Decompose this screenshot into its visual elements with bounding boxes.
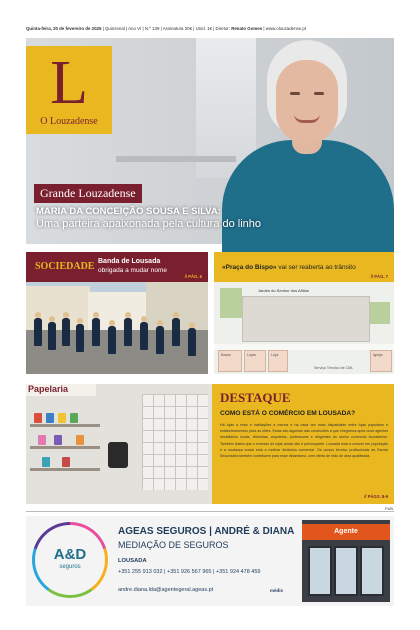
issue-info: | Quinzenal | Ano VI | N.º 139 | Assinatura 20€ | Unid. 1€ | Diretor: <box>102 26 230 31</box>
shop-item <box>62 457 70 467</box>
shop-item <box>46 413 54 423</box>
shop-shelf <box>30 424 100 427</box>
ad-phone-numbers[interactable]: +351 255 913 032 | +351 926 567 965 | +351 924 478 459 <box>118 569 261 575</box>
shop-shelf <box>30 446 100 449</box>
story-title[interactable] <box>222 264 356 271</box>
medis-logo: médis <box>270 588 284 593</box>
shop-item <box>76 435 84 445</box>
hero-background-shelf <box>116 156 236 162</box>
ad-store-photo <box>302 520 390 602</box>
ad-title: AGEAS SEGUROS | ANDRÉ & DIANA <box>118 526 295 537</box>
band-member <box>34 318 42 346</box>
shop-photo <box>26 384 212 504</box>
band-photo <box>26 282 208 374</box>
story-title-bold: «Praça do Bispo» <box>222 264 277 271</box>
band-member <box>92 318 100 346</box>
ad-subtitle: MEDIAÇÃO DE SEGUROS <box>118 540 229 550</box>
story-subtitle: obrigada a mudar nome <box>98 267 168 274</box>
praca-header[interactable] <box>214 252 394 282</box>
shop-item <box>38 435 46 445</box>
band-member <box>140 322 148 350</box>
ad-logo-subtext: seguros <box>59 564 81 570</box>
logo-letter: L <box>50 49 88 117</box>
page-reference[interactable]: // PÁG. 6 <box>184 274 202 279</box>
store-window <box>334 546 358 596</box>
hero-story[interactable] <box>26 38 394 244</box>
story-body: Há lojas a mais e habitações a menos e há cada vez mais disparidade entre lojas populares e estabelecimentos para as elites. Estas são algumas das conclusões a que chegamos após ouvir agentes imobiliários locais, vitrinistas, arquitetos, professores e dirigentes do sector comercial louzadense. Também ilustra que o excesso de lojas ainda não é preocupante. Lousada está a crescer em população e a mudança social está a motivar dinâmica comercial. Os cursos técnico profissionais da Escola Secundária também contribuem para esse dinamismo, com oferta de mão de obra qualificada. <box>220 423 388 459</box>
map-label: Serviço Técnico de CML <box>314 366 354 370</box>
shop-item <box>58 413 66 423</box>
shop-sign: Papelaria <box>26 384 96 396</box>
ad-email[interactable]: andre.diana.lda@agentegeral.ageas.pt <box>118 587 214 593</box>
story-title[interactable]: COMO ESTÁ O COMÉRCIO EM LOUSADA? <box>220 410 356 417</box>
sociedade-header[interactable] <box>26 252 208 282</box>
logo-name: O Louzadense <box>40 116 98 127</box>
hero-subheadline: Uma parteira apaixonada pela cultura do linho <box>36 218 262 230</box>
page-reference[interactable]: // PÁG. 7 <box>370 274 388 279</box>
store-window <box>308 546 332 596</box>
store-window <box>360 546 384 596</box>
story-title[interactable]: Banda de Lousada <box>98 258 161 265</box>
section-label: SOCIEDADE <box>35 261 95 272</box>
map-green-area <box>220 288 242 318</box>
map-building: Lojas <box>244 350 266 372</box>
shop-shelf <box>30 468 100 471</box>
map-green-area <box>370 302 390 324</box>
story-title-rest: vai ser reaberta ao trânsito <box>276 264 356 271</box>
portrait-eye <box>290 92 300 95</box>
band-member <box>76 324 84 352</box>
plaza-map <box>214 282 394 374</box>
map-building: Bazar <box>218 350 242 372</box>
section-tag: Grande Louzadense <box>34 184 142 203</box>
shop-item <box>54 435 62 445</box>
shop-item <box>42 457 50 467</box>
band-member <box>172 318 180 346</box>
newspaper-logo <box>26 46 112 134</box>
shop-item <box>70 413 78 423</box>
portrait-sweater <box>222 140 394 260</box>
portrait-face <box>276 60 338 144</box>
destaque-box[interactable] <box>212 384 394 504</box>
ad-logo-text: A&D <box>53 546 87 563</box>
masthead <box>26 26 394 31</box>
band-member <box>108 326 116 354</box>
website[interactable]: | www.olouzadense.pt <box>263 26 307 31</box>
issue-date: Quinta-feira, 20 de fevereiro de 2025 <box>26 26 102 31</box>
map-plaza <box>242 296 370 342</box>
hero-headline[interactable]: MARIA DA CONCEIÇÃO SOUSA E SILVA: <box>36 206 221 217</box>
band-member <box>48 322 56 350</box>
band-member <box>156 326 164 354</box>
page-reference[interactable]: // PÁGS. 8-9 <box>364 494 388 499</box>
shop-bag <box>108 442 128 468</box>
map-building: Igreja <box>370 350 392 372</box>
ad-city: LOUSADA <box>118 558 147 564</box>
band-member <box>124 318 132 346</box>
advertisement[interactable] <box>26 516 394 606</box>
store-sign: Agente <box>302 524 390 540</box>
shop-display-wall <box>142 394 208 490</box>
divider <box>26 511 394 512</box>
shop-item <box>34 413 42 423</box>
advert-label: PUB. <box>385 507 394 511</box>
section-label: DESTAQUE <box>220 390 291 405</box>
band-member <box>188 328 196 356</box>
map-label: Jardim do Senhor dos Aflitos <box>258 288 309 293</box>
band-member <box>62 318 70 346</box>
director-name: Renato Gomes <box>231 26 263 31</box>
portrait-eye <box>314 92 324 95</box>
map-building: Loja <box>268 350 288 372</box>
